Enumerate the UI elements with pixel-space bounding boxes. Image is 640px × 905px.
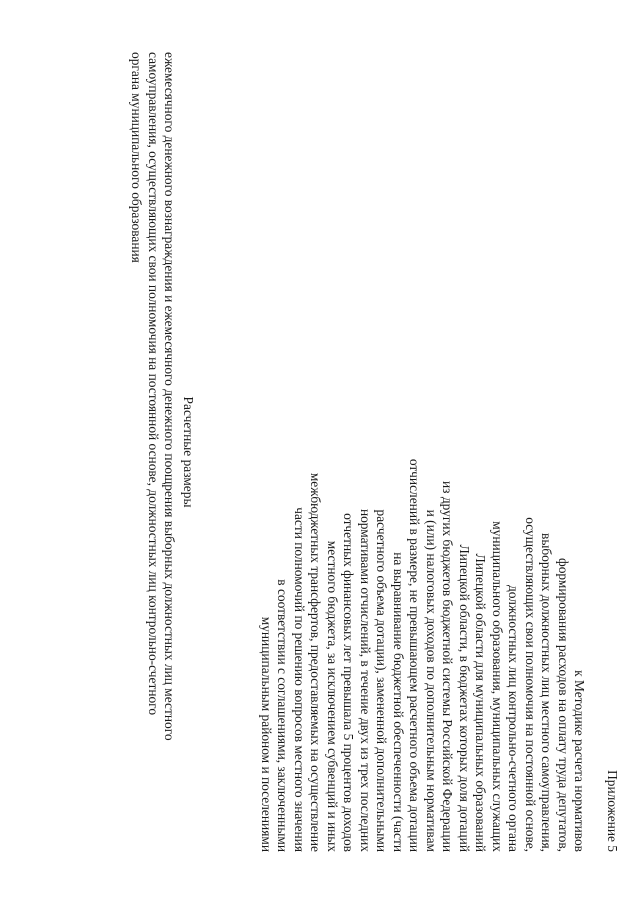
rotated-document-page	[50, 52, 620, 852]
appendix-line: местного бюджета, за исключением субвенций и иных	[325, 540, 340, 852]
appendix-line: и (или) налоговых доходов по дополнительным нормативам	[424, 509, 439, 852]
title-line: ежемесячного денежного вознаграждения и ежемесячного денежного поощрения выборных должностных лиц местного	[162, 52, 178, 741]
appendix-line: в соответствии с соглашениями, заключенными	[275, 579, 291, 852]
appendix-line: расчетного объема дотации), замененной дополнительными	[374, 509, 390, 852]
appendix-line: нормативами отчислений, в течение двух из трех последних	[358, 508, 373, 852]
appendix-line: к Методике расчета нормативов	[572, 670, 588, 852]
appendix-note	[258, 432, 621, 852]
appendix-line: муниципального образования, муниципальных служащих	[490, 521, 505, 852]
appendix-line: межбюджетных трансфертов, предоставляемых на осуществление	[308, 472, 324, 852]
appendix-line: на выравнивание бюджетной обеспеченности (части	[391, 552, 406, 852]
title-line: органа муниципального образования	[129, 52, 145, 263]
appendix-line: выборных должностных лиц местного самоуправления,	[539, 533, 555, 852]
appendix-line: должностных лиц контрольно-счетного органа	[506, 584, 522, 852]
appendix-line: Липецкой области для муниципальных образований	[473, 553, 489, 852]
appendix-line: отчислений в размере, не превышающем расчетного объема дотации	[407, 458, 423, 852]
title-line: самоуправления, осуществляющих свои полномочия на постоянной основе, должностных лиц контрольно-счетного	[146, 52, 161, 716]
appendix-line: из других бюджетов бюджетной системы Российской Федерации	[440, 481, 456, 852]
appendix-line: формирования расходов на оплату труда депутатов,	[556, 558, 571, 852]
title-heading: Расчетные размеры	[181, 396, 196, 508]
appendix-line: муниципальным районом и поселениями	[259, 616, 274, 852]
document-title	[128, 52, 196, 852]
appendix-line: осуществляющих свои полномочия на постоянной основе,	[523, 517, 538, 852]
appendix-line: отчетных финансовых лет превышала 5 процентов доходов	[341, 513, 357, 852]
appendix-line: части полномочий по решению вопросов местного значения	[292, 507, 307, 852]
appendix-line: Липецкой области, в бюджетах которых доля дотаций	[457, 544, 472, 852]
appendix-heading: Приложение 5	[605, 770, 620, 852]
